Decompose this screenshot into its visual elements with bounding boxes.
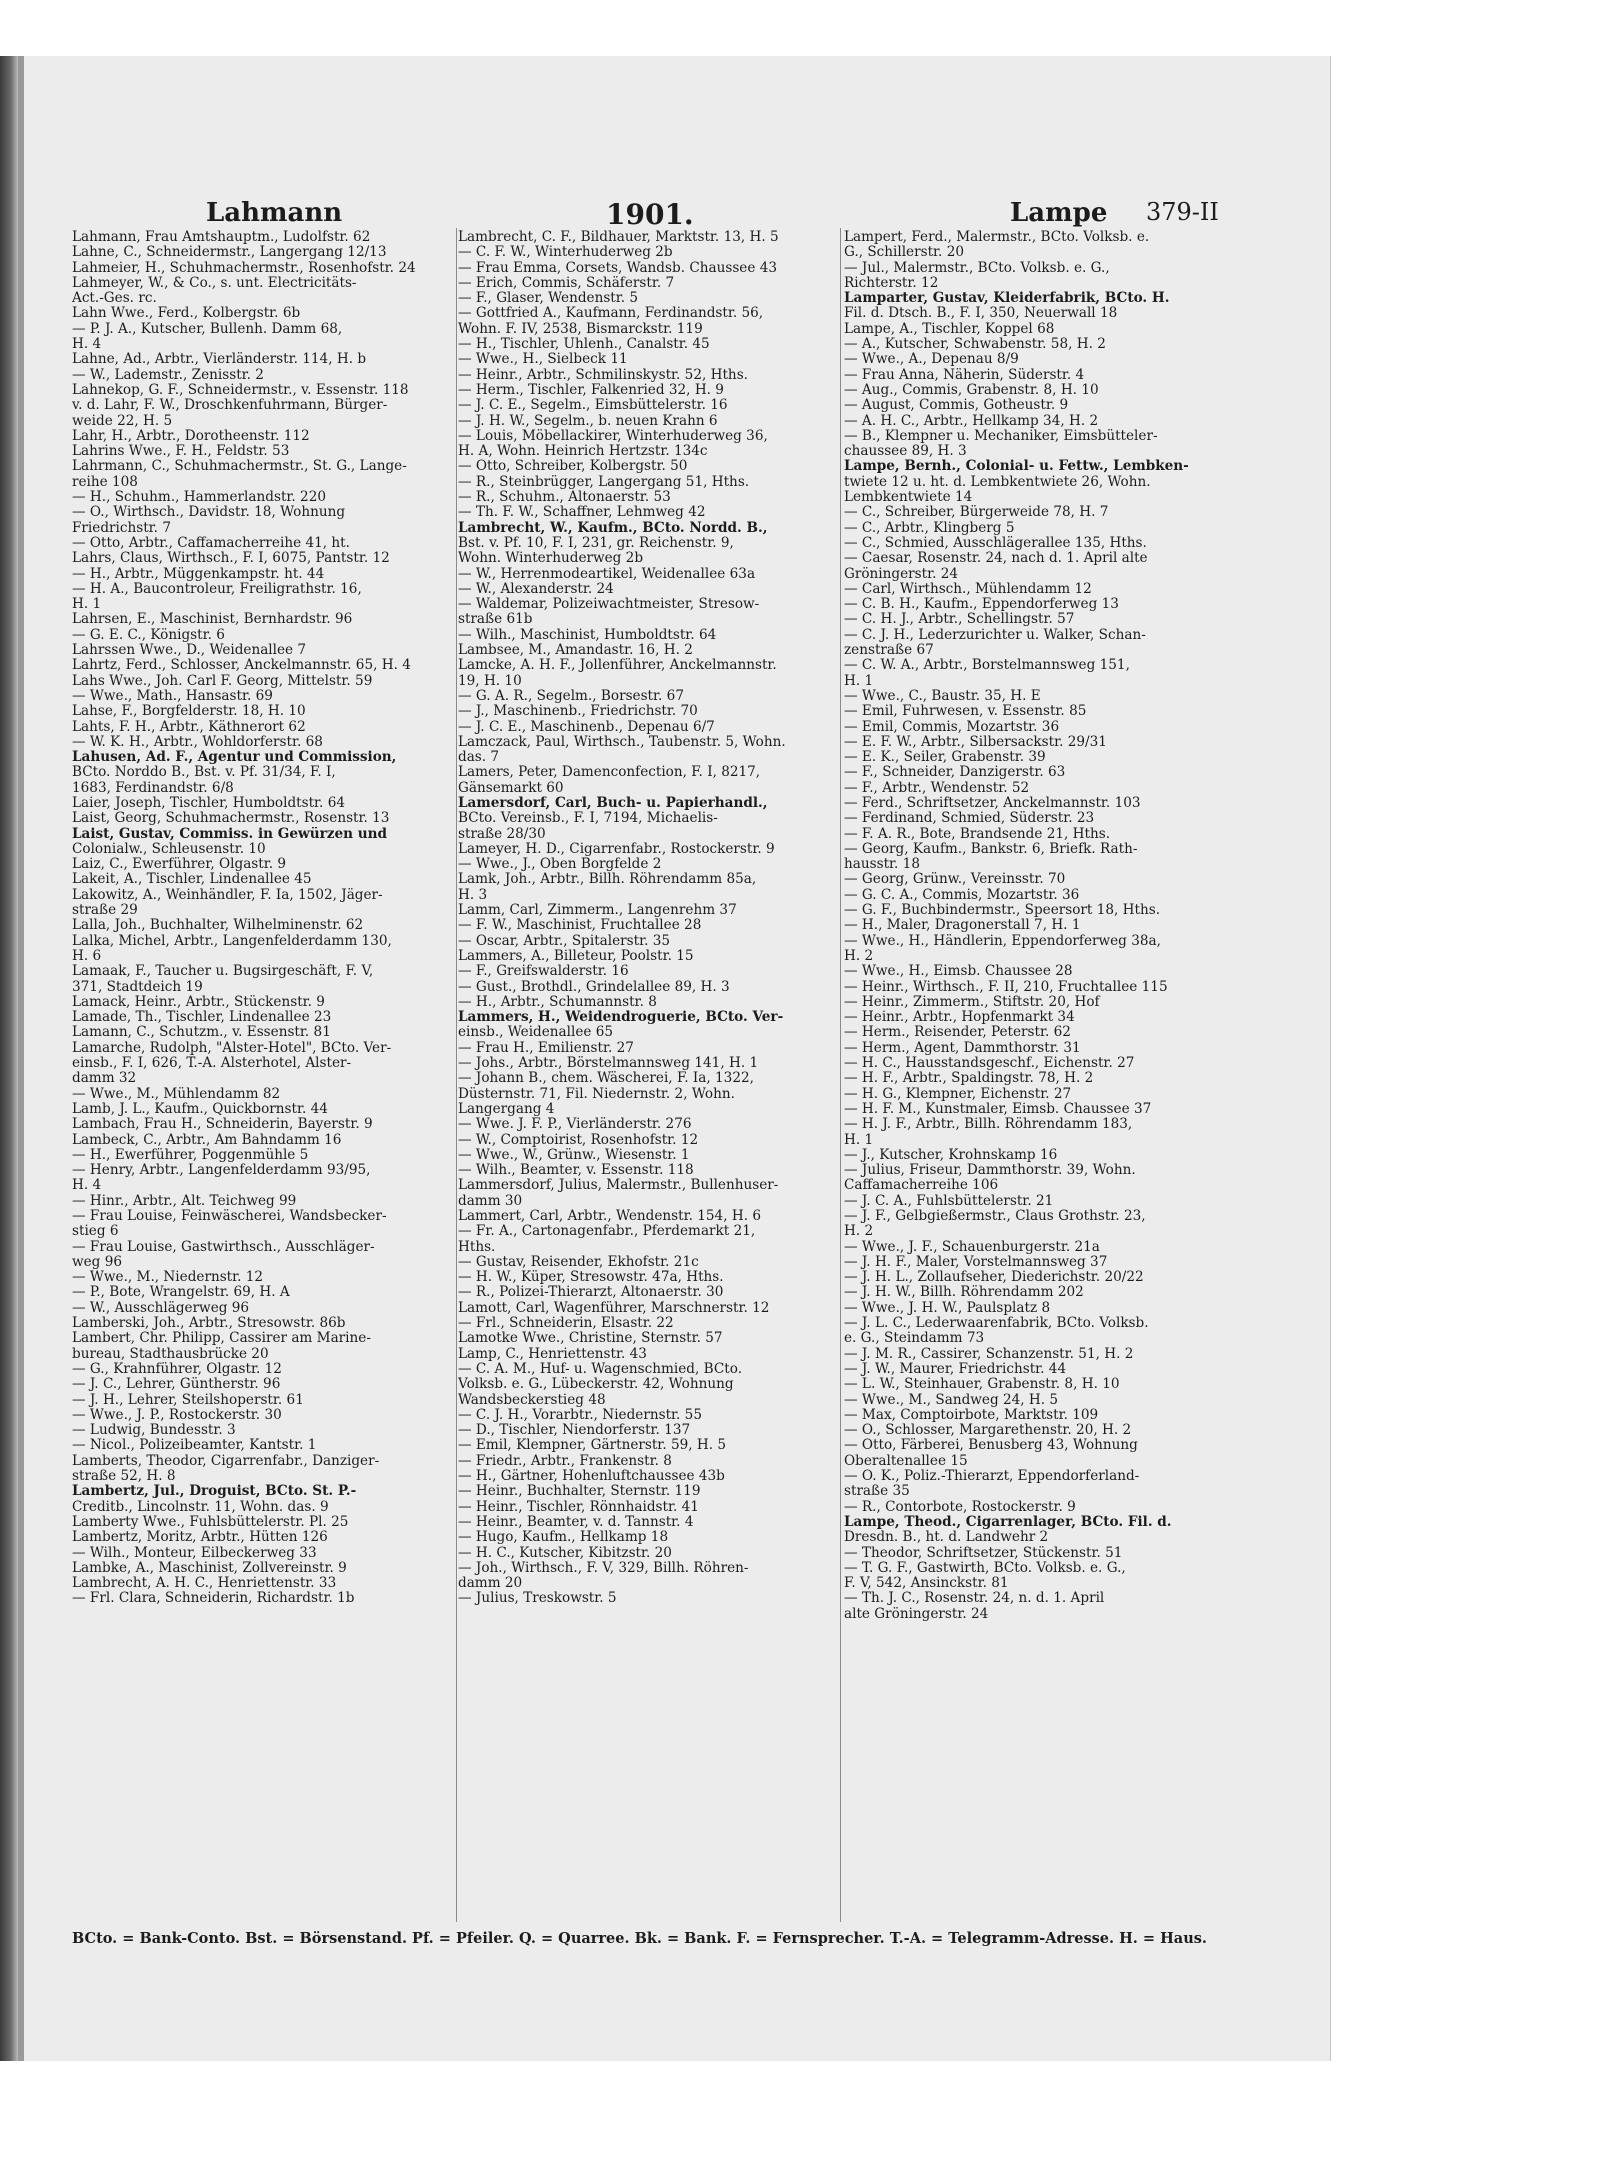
directory-entry-line: damm 20 <box>458 1576 523 1592</box>
directory-entry-line: — E. K., Seiler, Grabenstr. 39 <box>844 750 1046 766</box>
directory-entry-line: — Friedr., Arbtr., Frankenstr. 8 <box>458 1453 672 1469</box>
page-number: 379-II <box>1146 198 1219 226</box>
directory-entry-line: — A., Kutscher, Schwabenstr. 58, H. 2 <box>844 337 1106 353</box>
directory-entry-line: — Georg, Kaufm., Bankstr. 6, Briefk. Rath- <box>844 841 1138 857</box>
directory-entry-line: Lahmann, Frau Amtshauptm., Ludolfstr. 62 <box>72 230 371 245</box>
header-year: 1901. <box>606 198 694 231</box>
directory-entry-line: Lammersdorf, Julius, Malermstr., Bullenhuser- <box>458 1178 779 1194</box>
directory-entry-line: — Th. F. W., Schaffner, Lehmweg 42 <box>458 505 706 521</box>
directory-entry-line: das. 7 <box>458 750 500 766</box>
directory-entry-line: Lamm, Carl, Zimmerm., Langenrehm 37 <box>458 903 737 919</box>
directory-entry-line: — F. A. R., Bote, Brandsende 21, Hths. <box>844 826 1111 842</box>
directory-entry-line: Lahrs, Claus, Wirthsch., F. I, 6075, Pantstr. 12 <box>72 551 390 567</box>
directory-entry-line: Lamade, Th., Tischler, Lindenallee 23 <box>72 1010 332 1026</box>
directory-entry-line: Lamotke Wwe., Christine, Sternstr. 57 <box>458 1331 723 1347</box>
directory-entry-line: Lahmeyer, W., & Co., s. unt. Electricitäts- <box>72 275 357 291</box>
directory-entry-line: damm 32 <box>72 1071 137 1087</box>
directory-entry-line: — H., Tischler, Uhlenh., Canalstr. 45 <box>458 337 710 353</box>
directory-entry-line: Fil. d. Dtsch. B., F. I, 350, Neuerwall 18 <box>844 306 1118 322</box>
directory-entry-line: Lamb, J. L., Kaufm., Quickbornstr. 44 <box>72 1101 328 1117</box>
directory-entry-line: Lampe, Theod., Cigarrenlager, BCto. Fil. d. <box>844 1514 1172 1530</box>
header-right-catchword: Lampe <box>1010 198 1108 228</box>
directory-entry-line: — J. L. C., Lederwaarenfabrik, BCto. Volksb. <box>844 1316 1149 1332</box>
directory-entry-line: Lahne, Ad., Arbtr., Vierländerstr. 114, H. b <box>72 352 367 368</box>
directory-entry-line: — Wilh., Beamter, v. Essenstr. 118 <box>458 1163 694 1179</box>
directory-entry-line: H. 3 <box>458 887 488 903</box>
directory-entry-line: — L. W., Steinhauer, Grabenstr. 8, H. 10 <box>844 1377 1120 1393</box>
directory-entry-line: — Emil, Klempner, Gärtnerstr. 59, H. 5 <box>458 1438 727 1454</box>
directory-entry-line: Lamberty Wwe., Fuhlsbüttelerstr. Pl. 25 <box>72 1514 349 1530</box>
directory-entry-line: G., Schillerstr. 20 <box>844 245 964 261</box>
directory-entry-line: H. 4 <box>72 1178 102 1194</box>
directory-entry-line: — C., Arbtr., Klingberg 5 <box>844 520 1015 536</box>
directory-entry-line: Lambertz, Jul., Droguist, BCto. St. P.- <box>72 1484 357 1500</box>
directory-entry-line: — H., Schuhm., Hammerlandstr. 220 <box>72 490 326 506</box>
directory-entry-line: Creditb., Lincolnstr. 11, Wohn. das. 9 <box>72 1499 329 1515</box>
directory-entry-line: alte Gröningerstr. 24 <box>844 1606 989 1622</box>
directory-entry-line: — Wilh., Maschinist, Humboldtstr. 64 <box>458 627 717 643</box>
directory-entry-line: — Frau H., Emilienstr. 27 <box>458 1040 634 1056</box>
directory-entry-line: straße 28/30 <box>458 826 546 842</box>
directory-entry-line: straße 29 <box>72 903 138 919</box>
directory-entry-line: Lamp, C., Henriettenstr. 43 <box>458 1346 647 1362</box>
directory-entry-line: BCto. Norddo B., Bst. v. Pf. 31/34, F. I, <box>72 765 336 781</box>
directory-entry-line: Lahrtz, Ferd., Schlosser, Anckelmannstr. 65, H. 4 <box>72 658 411 674</box>
directory-entry-line: Lambke, A., Maschinist, Zollvereinstr. 9 <box>72 1560 347 1576</box>
directory-entry-line: Lamcke, A. H. F., Jollenführer, Anckelmannstr. <box>458 658 777 674</box>
directory-entry-line: Richterstr. 12 <box>844 275 939 291</box>
directory-entry-line: — J. H., Lehrer, Steilshoperstr. 61 <box>72 1392 304 1408</box>
directory-entry-line: v. d. Lahr, F. W., Droschkenfuhrmann, Bürger- <box>72 398 388 414</box>
directory-entry-line: straße 52, H. 8 <box>72 1469 176 1485</box>
directory-entry-line: — R., Schuhm., Altonaerstr. 53 <box>458 490 671 506</box>
directory-entry-line: 1683, Ferdinandstr. 6/8 <box>72 780 234 796</box>
directory-entry-line: Lakowitz, A., Weinhändler, F. Ia, 1502, Jäger- <box>72 887 383 903</box>
directory-entry-line: — Wwe., A., Depenau 8/9 <box>844 352 1019 368</box>
directory-entry-line: — Henry, Arbtr., Langenfelderdamm 93/95, <box>72 1163 371 1179</box>
directory-entry-line: — Carl, Wirthsch., Mühlendamm 12 <box>844 581 1092 597</box>
directory-entry-line: weg 96 <box>72 1254 123 1270</box>
header-left-catchword: Lahmann <box>206 198 343 228</box>
directory-entry-line: Lalla, Joh., Buchhalter, Wilhelminenstr. 62 <box>72 918 364 934</box>
directory-entry-line: — C. J. H., Lederzurichter u. Walker, Schan- <box>844 627 1146 643</box>
directory-entry-line: Lamarche, Rudolph, "Alster-Hotel", BCto. Ver- <box>72 1040 392 1056</box>
directory-entry-line: Lambrecht, W., Kaufm., BCto. Nordd. B., <box>458 520 768 536</box>
directory-entry-line: Düsternstr. 71, Fil. Niedernstr. 2, Wohn. <box>458 1086 735 1102</box>
directory-column-2 <box>458 230 842 1920</box>
directory-entry-line: — J. C., Lehrer, Güntherstr. 96 <box>72 1377 281 1393</box>
directory-entry-line: bureau, Stadthausbrücke 20 <box>72 1346 269 1362</box>
directory-entry-line: — H. J. F., Arbtr., Billh. Röhrendamm 183, <box>844 1117 1133 1133</box>
directory-entry-line: — H., Ewerführer, Poggenmühle 5 <box>72 1147 309 1163</box>
directory-entry-line: Wohn. F. IV, 2538, Bismarckstr. 119 <box>458 321 703 337</box>
directory-entry-line: — P. J. A., Kutscher, Bullenh. Damm 68, <box>72 321 343 337</box>
directory-entry-line: — Frau Louise, Feinwäscherei, Wandsbecker- <box>72 1209 387 1224</box>
directory-column-1 <box>72 230 458 1920</box>
directory-entry-line: — C. W. A., Arbtr., Borstelmannsweg 151, <box>844 658 1130 674</box>
directory-entry-line: Lahs Wwe., Joh. Carl F. Georg, Mittelstr. 59 <box>72 673 373 689</box>
directory-entry-line: — W., Comptoirist, Rosenhofstr. 12 <box>458 1132 699 1148</box>
directory-entry-line: H. 1 <box>72 597 102 613</box>
directory-entry-line: Caffamacherreihe 106 <box>844 1178 999 1194</box>
directory-entry-line: H. 2 <box>844 948 874 964</box>
directory-entry-line: — Ludwig, Bundesstr. 3 <box>72 1423 236 1439</box>
directory-entry-line: — J. M. R., Cassirer, Schanzenstr. 51, H. 2 <box>844 1346 1134 1362</box>
directory-entry-line: Lahse, F., Borgfelderstr. 18, H. 10 <box>72 704 306 720</box>
directory-entry-line: — Oscar, Arbtr., Spitalerstr. 35 <box>458 933 671 949</box>
directory-entry-line: Laiz, C., Ewerführer, Olgastr. 9 <box>72 857 287 873</box>
directory-entry-line: Lambach, Frau H., Schneiderin, Bayerstr. 9 <box>72 1117 373 1133</box>
directory-entry-line: — Emil, Fuhrwesen, v. Essenstr. 85 <box>844 704 1087 720</box>
directory-entry-line: — D., Tischler, Niendorferstr. 137 <box>458 1423 691 1439</box>
directory-entry-line: Lammert, Carl, Arbtr., Wendenstr. 154, H. 6 <box>458 1209 761 1224</box>
directory-entry-line: — H., Arbtr., Schumannstr. 8 <box>458 994 657 1010</box>
directory-entry-line: — Frl., Schneiderin, Elsastr. 22 <box>458 1316 674 1332</box>
directory-entry-line: — J. H. W., Segelm., b. neuen Krahn 6 <box>458 413 718 429</box>
directory-entry-line: BCto. Vereinsb., F. I, 7194, Michaelis- <box>458 811 718 827</box>
directory-entry-line: — Frau Emma, Corsets, Wandsb. Chaussee 43 <box>458 260 778 276</box>
directory-entry-line: — Wwe., M., Mühlendamm 82 <box>72 1086 281 1102</box>
directory-entry-line: — J. C. E., Maschinenb., Depenau 6/7 <box>458 719 715 735</box>
directory-entry-line: — Th. J. C., Rosenstr. 24, n. d. 1. April <box>844 1591 1105 1607</box>
directory-entry-line: — E. F. W., Arbtr., Silbersackstr. 29/31 <box>844 734 1107 750</box>
directory-entry-line: 371, Stadtdeich 19 <box>72 979 203 995</box>
directory-entry-line: chaussee 89, H. 3 <box>844 444 967 460</box>
directory-entry-line: — C. B. H., Kaufm., Eppendorferweg 13 <box>844 597 1119 613</box>
directory-entry-line: — Heinr., Wirthsch., F. II, 210, Fruchtallee 115 <box>844 979 1168 995</box>
directory-entry-line: Lamann, C., Schutzm., v. Essenstr. 81 <box>72 1025 331 1041</box>
directory-entry-line: — W., Lademstr., Zenisstr. 2 <box>72 367 264 383</box>
directory-entry-line: — Hinr., Arbtr., Alt. Teichweg 99 <box>72 1193 297 1209</box>
directory-entry-line: — Wwe., J., Oben Borgfelde 2 <box>458 857 662 873</box>
directory-entry-line: — Erich, Commis, Schäferstr. 7 <box>458 275 675 291</box>
directory-entry-line: — W., Ausschlägerweg 96 <box>72 1300 250 1316</box>
directory-entry-line: — Otto, Schreiber, Kolbergstr. 50 <box>458 459 688 475</box>
directory-entry-line: — J. H. F., Maler, Vorstelmannsweg 37 <box>844 1254 1108 1270</box>
directory-entry-line: — H. F. M., Kunstmaler, Eimsb. Chaussee 37 <box>844 1101 1152 1117</box>
directory-entry-line: — Heinr., Arbtr., Hopfenmarkt 34 <box>844 1010 1075 1026</box>
directory-entry-line: straße 61b <box>458 612 533 628</box>
directory-entry-line: — Wwe., W., Grünw., Wiesenstr. 1 <box>458 1147 690 1163</box>
directory-entry-line: — F., Arbtr., Wendenstr. 52 <box>844 780 1030 796</box>
directory-entry-line: — Max, Comptoirbote, Marktstr. 109 <box>844 1407 1099 1423</box>
directory-entry-line: — Heinr., Arbtr., Schmilinskystr. 52, Hths. <box>458 367 748 383</box>
directory-entry-line: H. 1 <box>844 673 874 689</box>
directory-entry-line: — C. F. W., Winterhuderweg 2b <box>458 245 673 261</box>
directory-entry-line: — G. A. R., Segelm., Borsestr. 67 <box>458 688 684 704</box>
directory-entry-line: Colonialw., Schleusenstr. 10 <box>72 841 266 857</box>
directory-entry-line: — J., Kutscher, Krohnskamp 16 <box>844 1147 1058 1163</box>
directory-entry-line: — Ferdinand, Schmied, Süderstr. 23 <box>844 811 1095 827</box>
directory-entry-line: H. 2 <box>844 1224 874 1240</box>
directory-entry-line: zenstraße 67 <box>844 643 934 659</box>
directory-entry-line: — Wwe. J. F. P., Vierländerstr. 276 <box>458 1117 692 1133</box>
directory-entry-line: Lambeck, C., Arbtr., Am Bahndamm 16 <box>72 1132 342 1148</box>
directory-entry-line: — Gust., Brothdl., Grindelallee 89, H. 3 <box>458 979 730 995</box>
directory-entry-line: Lambertz, Moritz, Arbtr., Hütten 126 <box>72 1530 328 1546</box>
directory-entry-line: Langergang 4 <box>458 1101 555 1117</box>
directory-entry-line: stieg 6 <box>72 1224 119 1240</box>
directory-entry-line: — T. G. F., Gastwirth, BCto. Volksb. e. G., <box>844 1560 1126 1576</box>
directory-entry-line: H. 4 <box>72 337 102 353</box>
directory-entry-line: Lahnekop, G. F., Schneidermstr., v. Essenstr. 118 <box>72 382 409 398</box>
directory-entry-line: — H., Maler, Dragonerstall 7, H. 1 <box>844 918 1081 934</box>
directory-entry-line: Lamberts, Theodor, Cigarrenfabr., Danziger- <box>72 1453 380 1469</box>
directory-entry-line: damm 30 <box>458 1193 523 1209</box>
directory-entry-line: einsb., Weidenallee 65 <box>458 1025 614 1041</box>
directory-entry-line: — Wwe., M., Niedernstr. 12 <box>72 1270 264 1286</box>
directory-entry-line: Lahrmann, C., Schuhmachermstr., St. G., Lange- <box>72 459 407 475</box>
directory-entry-line: — Jul., Malermstr., BCto. Volksb. e. G., <box>844 260 1110 276</box>
directory-entry-line: — H. C., Kutscher, Kibitzstr. 20 <box>458 1545 672 1561</box>
directory-entry-line: — Theodor, Schriftsetzer, Stückenstr. 51 <box>844 1545 1123 1561</box>
directory-entry-line: — J. F., Gelbgießermstr., Claus Grothstr. 23, <box>844 1209 1146 1224</box>
directory-entry-line: — H. A., Baucontroleur, Freiligrathstr. 16, <box>72 581 362 597</box>
directory-entry-line: — Ferd., Schriftsetzer, Anckelmannstr. 103 <box>844 795 1141 811</box>
directory-entry-line: — G. F., Buchbindermstr., Speersort 18, Hths. <box>844 903 1161 919</box>
directory-entry-line: — H. C., Hausstandsgeschf., Eichenstr. 27 <box>844 1056 1135 1072</box>
directory-entry-line: Wohn. Winterhuderweg 2b <box>458 551 644 567</box>
directory-entry-line: — G. E. C., Königstr. 6 <box>72 627 225 643</box>
directory-entry-line: Gänsemarkt 60 <box>458 780 564 796</box>
directory-entry-line: Lamparter, Gustav, Kleiderfabrik, BCto. H. <box>844 291 1170 307</box>
directory-entry-line: — Fr. A., Cartonagenfabr., Pferdemarkt 21, <box>458 1224 756 1240</box>
directory-entry-line: — H. W., Küper, Stresowstr. 47a, Hths. <box>458 1270 724 1286</box>
directory-entry-line: — Heinr., Buchhalter, Sternstr. 119 <box>458 1484 701 1500</box>
directory-entry-line: — R., Steinbrügger, Langergang 51, Hths. <box>458 474 750 490</box>
directory-entry-line: Laist, Gustav, Commiss. in Gewürzen und <box>72 826 388 842</box>
directory-entry-line: Lamers, Peter, Damenconfection, F. I, 8217, <box>458 765 761 781</box>
directory-entry-line: — R., Contorbote, Rostockerstr. 9 <box>844 1499 1076 1515</box>
directory-entry-line: Lamaak, F., Taucher u. Bugsirgeschäft, F. V, <box>72 964 374 980</box>
directory-entry-line: — P., Bote, Wrangelstr. 69, H. A <box>72 1285 290 1301</box>
directory-entry-line: 19, H. 10 <box>458 673 522 689</box>
directory-entry-line: Lahrsen, E., Maschinist, Bernhardstr. 96 <box>72 612 353 628</box>
directory-entry-line: straße 35 <box>844 1484 910 1500</box>
directory-entry-line: H. A, Wohn. Heinrich Hertzstr. 134c <box>458 444 708 460</box>
directory-entry-line: e. G., Steindamm 73 <box>844 1331 985 1347</box>
directory-entry-line: — Wwe., H., Händlerin, Eppendorferweg 38a, <box>844 933 1161 949</box>
directory-entry-line: — Joh., Wirthsch., F. V, 329, Billh. Röhren- <box>458 1560 749 1576</box>
directory-entry-line: — H., Arbtr., Müggenkampstr. ht. 44 <box>72 566 325 582</box>
directory-entry-line: — Nicol., Polizeibeamter, Kantstr. 1 <box>72 1438 317 1454</box>
directory-entry-line: — Caesar, Rosenstr. 24, nach d. 1. April alte <box>844 551 1148 567</box>
directory-entry-line: Dresdn. B., ht. d. Landwehr 2 <box>844 1530 1049 1546</box>
directory-entry-line: — Emil, Commis, Mozartstr. 36 <box>844 719 1060 735</box>
directory-entry-line: — Wwe., J. F., Schauenburgerstr. 21a <box>844 1239 1100 1255</box>
book-spine <box>0 56 18 2061</box>
directory-entry-line: twiete 12 u. ht. d. Lembkentwiete 26, Wohn. <box>844 474 1151 490</box>
directory-entry-line: reihe 108 <box>72 474 138 490</box>
directory-entry-line: Lamack, Heinr., Arbtr., Stückenstr. 9 <box>72 994 325 1010</box>
directory-entry-line: — C. A. M., Huf- u. Wagenschmied, BCto. <box>458 1361 743 1377</box>
directory-entry-line: — Heinr., Zimmerm., Stiftstr. 20, Hof <box>844 994 1100 1010</box>
directory-entry-line: — O. K., Poliz.-Thierarzt, Eppendorferland- <box>844 1469 1140 1485</box>
directory-entry-line: — B., Klempner u. Mechaniker, Eimsbütteler- <box>844 428 1158 444</box>
directory-entry-line: — W., Herrenmodeartikel, Weidenallee 63a <box>458 566 756 582</box>
directory-entry-line: weide 22, H. 5 <box>72 413 173 429</box>
directory-entry-line: — C. H. J., Arbtr., Schellingstr. 57 <box>844 612 1075 628</box>
directory-entry-line: Lahmeier, H., Schuhmachermstr., Rosenhofstr. 24 <box>72 260 416 276</box>
directory-entry-line: — Wilh., Monteur, Eilbeckerweg 33 <box>72 1545 317 1561</box>
directory-entry-line: — Frau Anna, Näherin, Süderstr. 4 <box>844 367 1085 383</box>
directory-entry-line: Lammers, A., Billeteur, Poolstr. 15 <box>458 948 694 964</box>
directory-entry-line: — J. W., Maurer, Friedrichstr. 44 <box>844 1361 1067 1377</box>
directory-entry-line: Wandsbeckerstieg 48 <box>458 1392 606 1408</box>
directory-entry-line: Act.-Ges. rc. <box>72 291 157 307</box>
directory-entry-line: hausstr. 18 <box>844 857 920 873</box>
directory-entry-line: — Julius, Friseur, Dammthorstr. 39, Wohn. <box>844 1163 1136 1179</box>
directory-entry-line: — Otto, Färberei, Benusberg 43, Wohnung <box>844 1438 1138 1454</box>
directory-entry-line: Lamberski, Joh., Arbtr., Stresowstr. 86b <box>72 1316 346 1332</box>
directory-entry-line: — Herm., Tischler, Falkenried 32, H. 9 <box>458 382 724 398</box>
directory-entry-line: — Aug., Commis, Grabenstr. 8, H. 10 <box>844 382 1099 398</box>
directory-entry-line: Gröningerstr. 24 <box>844 566 959 582</box>
directory-entry-line: — Julius, Treskowstr. 5 <box>458 1591 617 1607</box>
directory-entry-line: — Johs., Arbtr., Börstelmannsweg 141, H. 1 <box>458 1056 759 1072</box>
directory-entry-line: — G. C. A., Commis, Mozartstr. 36 <box>844 887 1080 903</box>
directory-entry-line: — C., Schreiber, Bürgerweide 78, H. 7 <box>844 505 1109 521</box>
directory-entry-line: — J. H. L., Zollaufseher, Diederichstr. 20/22 <box>844 1270 1144 1286</box>
directory-entry-line: Lahn Wwe., Ferd., Kolbergstr. 6b <box>72 306 301 322</box>
directory-entry-line: Laier, Joseph, Tischler, Humboldtstr. 64 <box>72 795 346 811</box>
directory-entry-line: — Wwe., C., Baustr. 35, H. E <box>844 688 1041 704</box>
directory-entry-line: — C. J. H., Vorarbtr., Niedernstr. 55 <box>458 1407 702 1423</box>
directory-entry-line: — Herm., Reisender, Peterstr. 62 <box>844 1025 1071 1041</box>
directory-entry-line: — G., Krahnführer, Olgastr. 12 <box>72 1361 282 1377</box>
directory-entry-line: Lammers, H., Weidendroguerie, BCto. Ver- <box>458 1010 784 1026</box>
directory-entry-line: Lamersdorf, Carl, Buch- u. Papierhandl., <box>458 795 768 811</box>
directory-entry-line: — F., Schneider, Danzigerstr. 63 <box>844 765 1066 781</box>
directory-entry-line: Lahts, F. H., Arbtr., Käthnerort 62 <box>72 719 306 735</box>
directory-entry-line: Laist, Georg, Schuhmachermstr., Rosenstr. 13 <box>72 811 390 827</box>
directory-entry-line: Volksb. e. G., Lübeckerstr. 42, Wohnung <box>458 1377 734 1393</box>
directory-entry-line: Lamczack, Paul, Wirthsch., Taubenstr. 5, Wohn. <box>458 734 786 750</box>
directory-entry-line: — Otto, Arbtr., Caffamacherreihe 41, ht. <box>72 535 350 551</box>
directory-entry-line: Lameyer, H. D., Cigarrenfabr., Rostockerstr. 9 <box>458 841 775 857</box>
directory-entry-line: — Wwe., J. P., Rostockerstr. 30 <box>72 1407 282 1423</box>
directory-entry-line: einsb., F. I, 626, T.-A. Alsterhotel, Alster- <box>72 1056 352 1072</box>
directory-entry-line: — H. G., Klempner, Eichenstr. 27 <box>844 1086 1072 1102</box>
directory-entry-line: Lamk, Joh., Arbtr., Billh. Röhrendamm 85a, <box>458 872 757 888</box>
directory-entry-line: Lalka, Michel, Arbtr., Langenfelderdamm 130, <box>72 933 392 949</box>
directory-entry-line: Lakeit, A., Tischler, Lindenallee 45 <box>72 872 312 888</box>
directory-entry-line: — J. C. A., Fuhlsbüttelerstr. 21 <box>844 1193 1054 1209</box>
directory-entry-line: — A. H. C., Arbtr., Hellkamp 34, H. 2 <box>844 413 1099 429</box>
directory-entry-line: — Herm., Agent, Dammthorstr. 31 <box>844 1040 1081 1056</box>
directory-entry-line: Lahr, H., Arbtr., Dorotheenstr. 112 <box>72 428 310 444</box>
directory-entry-line: — Wwe., M., Sandweg 24, H. 5 <box>844 1392 1059 1408</box>
directory-entry-line: Lahusen, Ad. F., Agentur und Commission, <box>72 750 397 766</box>
directory-entry-line: — Louis, Möbellackirer, Winterhuderweg 36, <box>458 428 768 444</box>
directory-entry-line: Lambrecht, A. H. C., Henriettenstr. 33 <box>72 1576 337 1592</box>
directory-entry-line: — O., Schlosser, Margarethenstr. 20, H. 2 <box>844 1423 1132 1439</box>
directory-entry-line: — Heinr., Beamter, v. d. Tannstr. 4 <box>458 1514 694 1530</box>
directory-entry-line: — R., Polizei-Thierarzt, Altonaerstr. 30 <box>458 1285 724 1301</box>
directory-entry-line: Lambert, Chr. Philipp, Cassirer am Marine- <box>72 1331 371 1347</box>
directory-entry-line: Lahrins Wwe., F. H., Feldstr. 53 <box>72 444 290 460</box>
directory-entry-line: Lambrecht, C. F., Bildhauer, Marktstr. 13, H. 5 <box>458 230 779 245</box>
directory-entry-line: — Waldemar, Polizeiwachtmeister, Stresow- <box>458 597 760 613</box>
directory-entry-line: — Gottfried A., Kaufmann, Ferdinandstr. 56, <box>458 306 764 322</box>
directory-entry-line: H. 6 <box>72 948 102 964</box>
directory-entry-line: — Wwe., H., Eimsb. Chaussee 28 <box>844 964 1073 980</box>
directory-entry-line: — Wwe., J. H. W., Paulsplatz 8 <box>844 1300 1051 1316</box>
directory-entry-line: Lembkentwiete 14 <box>844 490 973 506</box>
directory-entry-line: Oberaltenallee 15 <box>844 1453 968 1469</box>
directory-entry-line: — F. W., Maschinist, Fruchtallee 28 <box>458 918 702 934</box>
directory-entry-line: Lampe, Bernh., Colonial- u. Fettw., Lembken- <box>844 459 1189 475</box>
directory-entry-line: — O., Wirthsch., Davidstr. 18, Wohnung <box>72 505 346 521</box>
directory-entry-line: — August, Commis, Gotheustr. 9 <box>844 398 1069 414</box>
directory-entry-line: — W., Alexanderstr. 24 <box>458 581 614 597</box>
directory-entry-line: Lahrssen Wwe., D., Weidenallee 7 <box>72 643 307 659</box>
directory-entry-line: — Frau Louise, Gastwirthsch., Ausschläger- <box>72 1239 375 1255</box>
directory-entry-line: F. V, 542, Ansinckstr. 81 <box>844 1576 1009 1592</box>
directory-entry-line: Lampe, A., Tischler, Koppel 68 <box>844 321 1055 337</box>
directory-entry-line: — F., Glaser, Wendenstr. 5 <box>458 291 639 307</box>
directory-entry-line: — J., Maschinenb., Friedrichstr. 70 <box>458 704 698 720</box>
directory-entry-line: — F., Greifswalderstr. 16 <box>458 964 629 980</box>
directory-entry-line: Lampert, Ferd., Malermstr., BCto. Volksb. e. <box>844 230 1150 245</box>
directory-entry-line: — J. H. W., Billh. Röhrendamm 202 <box>844 1285 1084 1301</box>
directory-entry-line: — W. K. H., Arbtr., Wohldorferstr. 68 <box>72 734 323 750</box>
directory-entry-line: Lamott, Carl, Wagenführer, Marschnerstr. 12 <box>458 1300 770 1316</box>
directory-entry-line: — Gustav, Reisender, Ekhofstr. 21c <box>458 1254 699 1270</box>
directory-entry-line: — C., Schmied, Ausschlägerallee 135, Hths. <box>844 535 1147 551</box>
directory-entry-line: — Wwe., Math., Hansastr. 69 <box>72 688 273 704</box>
directory-entry-line: — H., Gärtner, Hohenluftchaussee 43b <box>458 1469 725 1485</box>
directory-entry-line: Friedrichstr. 7 <box>72 520 171 536</box>
directory-entry-line: Lahne, C., Schneidermstr., Langergang 12/13 <box>72 245 387 261</box>
directory-column-3 <box>844 230 1236 1920</box>
directory-entry-line: — Johann B., chem. Wäscherei, F. Ia, 1322, <box>458 1071 754 1087</box>
directory-entry-line: — H. F., Arbtr., Spaldingstr. 78, H. 2 <box>844 1071 1094 1087</box>
directory-entry-line: — Georg, Grünw., Vereinsstr. 70 <box>844 872 1066 888</box>
directory-entry-line: — J. C. E., Segelm., Eimsbüttelerstr. 16 <box>458 398 728 414</box>
directory-entry-line: Lambsee, M., Amandastr. 16, H. 2 <box>458 643 693 659</box>
directory-entry-line: Bst. v. Pf. 10, F. I, 231, gr. Reichenstr. 9, <box>458 535 734 551</box>
directory-entry-line: — Hugo, Kaufm., Hellkamp 18 <box>458 1530 669 1546</box>
directory-entry-line: Hths. <box>458 1239 496 1255</box>
directory-entry-line: H. 1 <box>844 1132 874 1148</box>
directory-entry-line: — Frl. Clara, Schneiderin, Richardstr. 1b <box>72 1591 355 1607</box>
directory-entry-line: — Heinr., Tischler, Rönnhaidstr. 41 <box>458 1499 699 1515</box>
abbreviation-legend: BCto. = Bank-Conto. Bst. = Börsenstand. Pf. = Pfeiler. Q. = Quarree. Bk. = Bank. F. = Fernsprecher. T.-A. = Telegramm-Adresse. H. = Haus. <box>72 1930 1207 1947</box>
directory-entry-line: — Wwe., H., Sielbeck 11 <box>458 352 628 368</box>
